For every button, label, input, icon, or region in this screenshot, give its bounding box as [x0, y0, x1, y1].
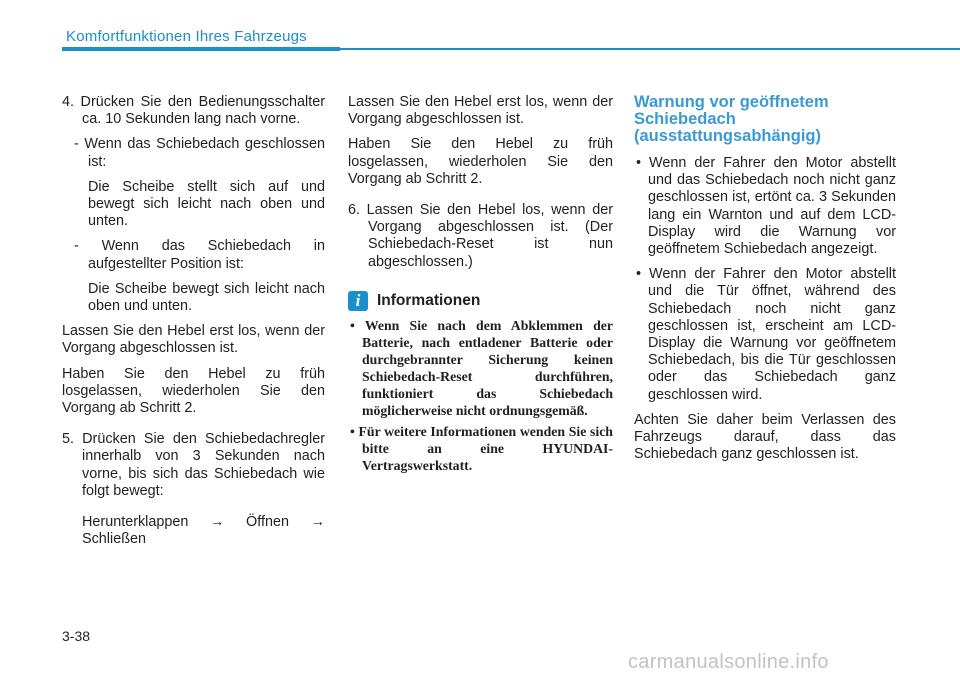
warning-bullet: • Wenn der Fahrer den Motor abstellt und die Tür öffnet, während des Schiebedach noch nicht ganz geschlossen ist, erscheint am LCD-Display die Warnung vor geöffnetem Schiebedach, bis die Tür geschlossen oder das Schiebedach ganz geschlossen wird. [636, 266, 896, 403]
warning-bullet: • Wenn der Fahrer den Motor abstellt und das Schiebedach noch nicht ganz geschlossen ist, ertönt ca. 3 Sekunden lang ein Warnton und auf dem LCD-Display wird die Warnung vor geöffnetem Schiebedach angezeigt. [636, 155, 896, 258]
section-title: Komfortfunktionen Ihres Fahrzeugs [66, 28, 307, 45]
dash-tilted-text: Die Scheibe bewegt sich leicht nach oben und unten. [88, 280, 325, 315]
info-icon: i [348, 291, 368, 311]
info-heading [348, 291, 613, 311]
paragraph-repeat: Haben Sie den Hebel zu früh losgelassen, wiederholen Sie den Vorgang ab Schritt 2. [62, 365, 325, 417]
column-right [634, 94, 896, 471]
paragraph-repeat: Haben Sie den Hebel zu früh losgelassen, wiederholen Sie den Vorgang ab Schritt 2. [348, 136, 613, 187]
info-list [348, 317, 613, 474]
info-bullet: • Wenn Sie nach dem Abklemmen der Batterie, nach entladener Batterie oder durchgebrannter Sicherung keinen Schiebedach-Reset durchführen, funktioniert das Schiebedach möglicherweise nicht ordnungsgemäß. [350, 317, 613, 418]
info-bullet: • Für weitere Informationen wenden Sie sich bitte an eine HYUNDAI-Vertragswerkstatt. [350, 423, 613, 473]
page-number: 3-38 [62, 628, 91, 644]
step-6: 6. Lassen Sie den Hebel los, wenn der Vorgang abgeschlossen ist. (Der Schiebedach-Reset ist nun abgeschlossen.) [348, 202, 613, 270]
watermark: carmanualsonline.info [628, 651, 829, 673]
header-accent-bar [62, 47, 340, 51]
paragraph-release: Lassen Sie den Hebel erst los, wenn der Vorgang abgeschlossen ist. [62, 323, 325, 357]
paragraph-release: Lassen Sie den Hebel erst los, wenn der Vorgang abgeschlossen ist. [348, 94, 613, 128]
dash-tilted: - Wenn das Schiebedach in aufgestellter Position ist: [74, 238, 325, 272]
sequence: Herunterklappen → Öffnen → Schließen [82, 514, 325, 548]
dash-closed-text: Die Scheibe stellt sich auf und bewegt sich leicht nach oben und unten. [88, 178, 325, 230]
paragraph-note: Achten Sie daher beim Verlassen des Fahrzeugs darauf, dass das Schiebedach ganz geschlossen ist. [634, 411, 896, 463]
info-title: Informationen [377, 292, 481, 310]
column-left [62, 94, 325, 556]
dash-closed: - Wenn das Schiebedach geschlossen ist: [74, 136, 325, 170]
header-rule [340, 48, 960, 50]
step-5: 5. Drücken Sie den Schiebedachregler innerhalb von 3 Sekunden nach vorne, bis sich das Schiebedach wie folgt bewegt: [62, 431, 325, 499]
column-middle [348, 94, 613, 478]
step-4: 4. Drücken Sie den Bedienungsschalter ca. 10 Sekunden lang nach vorne. [62, 94, 325, 128]
warning-title: Warnung vor geöffnetem Schiebedach (ausstattungsabhängig) [634, 93, 829, 145]
